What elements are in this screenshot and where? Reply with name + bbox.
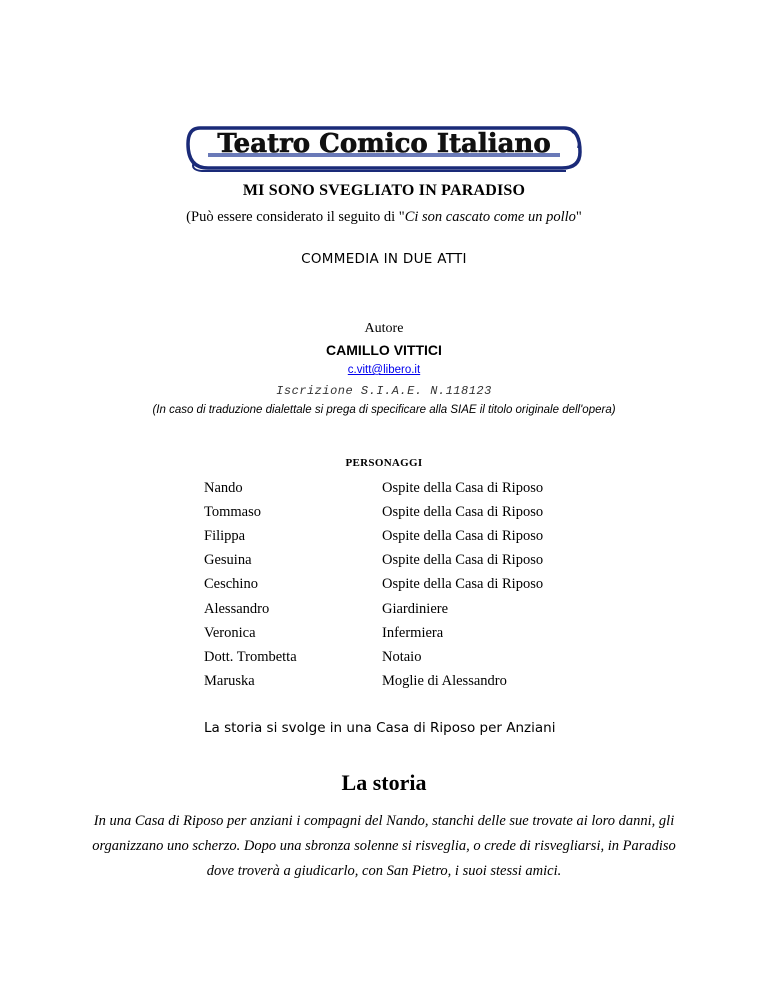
cast-row — [204, 670, 604, 694]
subtitle-prefix: (Può essere considerato il seguito di " — [186, 209, 405, 225]
cast-row — [204, 597, 604, 621]
cast-character-role: Notaio — [382, 648, 422, 665]
cast-character-name: Dott. Trombetta — [204, 648, 297, 665]
cast-character-name: Maruska — [204, 673, 255, 690]
cast-row — [204, 549, 604, 573]
play-subtitle — [0, 209, 768, 226]
author-name: CAMILLO VITTICI — [326, 342, 442, 358]
story-line: organizzano uno scherzo. Dopo una sbronza solenne si risveglia, o crede di risvegliarsi, in Paradiso — [92, 838, 676, 854]
siae-registration: Iscrizione S.I.A.E. N.118123 — [276, 384, 492, 398]
cast-row — [204, 621, 604, 645]
story-heading: La storia — [341, 770, 427, 795]
cast-list — [204, 476, 604, 694]
teatro-comico-italiano-logo — [186, 122, 582, 174]
logo-lettering: Teatro Comico Italiano — [217, 129, 551, 159]
cast-character-role: Infermiera — [382, 624, 444, 641]
cast-row — [204, 645, 604, 669]
cast-character-name: Veronica — [204, 624, 256, 641]
play-title: MI SONO SVEGLIATO IN PARADISO — [242, 182, 526, 199]
subtitle-italic: Ci son cascato come un pollo — [404, 209, 576, 225]
cast-character-name: Nando — [204, 479, 243, 496]
cast-character-name: Alessandro — [204, 600, 270, 617]
play-genre: COMMEDIA IN DUE ATTI — [301, 251, 467, 267]
cast-character-role: Ospite della Casa di Riposo — [382, 527, 544, 544]
story-line: dove troverà a giudicarlo, con San Pietro, i suoi stessi amici. — [206, 863, 562, 879]
cast-row — [204, 524, 604, 548]
story-text — [60, 809, 708, 884]
cast-row — [204, 476, 604, 500]
cast-character-role: Giardiniere — [382, 600, 449, 617]
story-line: In una Casa di Riposo per anziani i compagni del Nando, stanchi delle sue trovate ai loro danni, gli — [93, 813, 675, 829]
author-email — [0, 364, 768, 376]
cast-character-name: Gesuina — [204, 552, 252, 569]
translation-note: (In caso di traduzione dialettale si prega di specificare alla SIAE il titolo originale dell'opera) — [152, 404, 616, 416]
cast-character-name: Tommaso — [204, 503, 261, 520]
cast-character-name: Ceschino — [204, 576, 258, 593]
cast-row — [204, 573, 604, 597]
setting-text: La storia si svolge in una Casa di Riposo per Anziani — [204, 720, 556, 736]
cast-heading: PERSONAGGI — [345, 457, 423, 469]
subtitle-suffix: " — [575, 209, 582, 225]
cast-row — [204, 500, 604, 524]
author-label: Autore — [364, 321, 404, 336]
cast-character-role: Ospite della Casa di Riposo — [382, 552, 544, 569]
cast-character-role: Ospite della Casa di Riposo — [382, 576, 544, 593]
author-email-link[interactable]: c.vitt@libero.it — [347, 364, 421, 376]
cast-character-role: Ospite della Casa di Riposo — [382, 503, 544, 520]
cast-character-role: Moglie di Alessandro — [382, 673, 507, 690]
cast-character-name: Filippa — [204, 527, 246, 544]
cast-character-role: Ospite della Casa di Riposo — [382, 479, 544, 496]
